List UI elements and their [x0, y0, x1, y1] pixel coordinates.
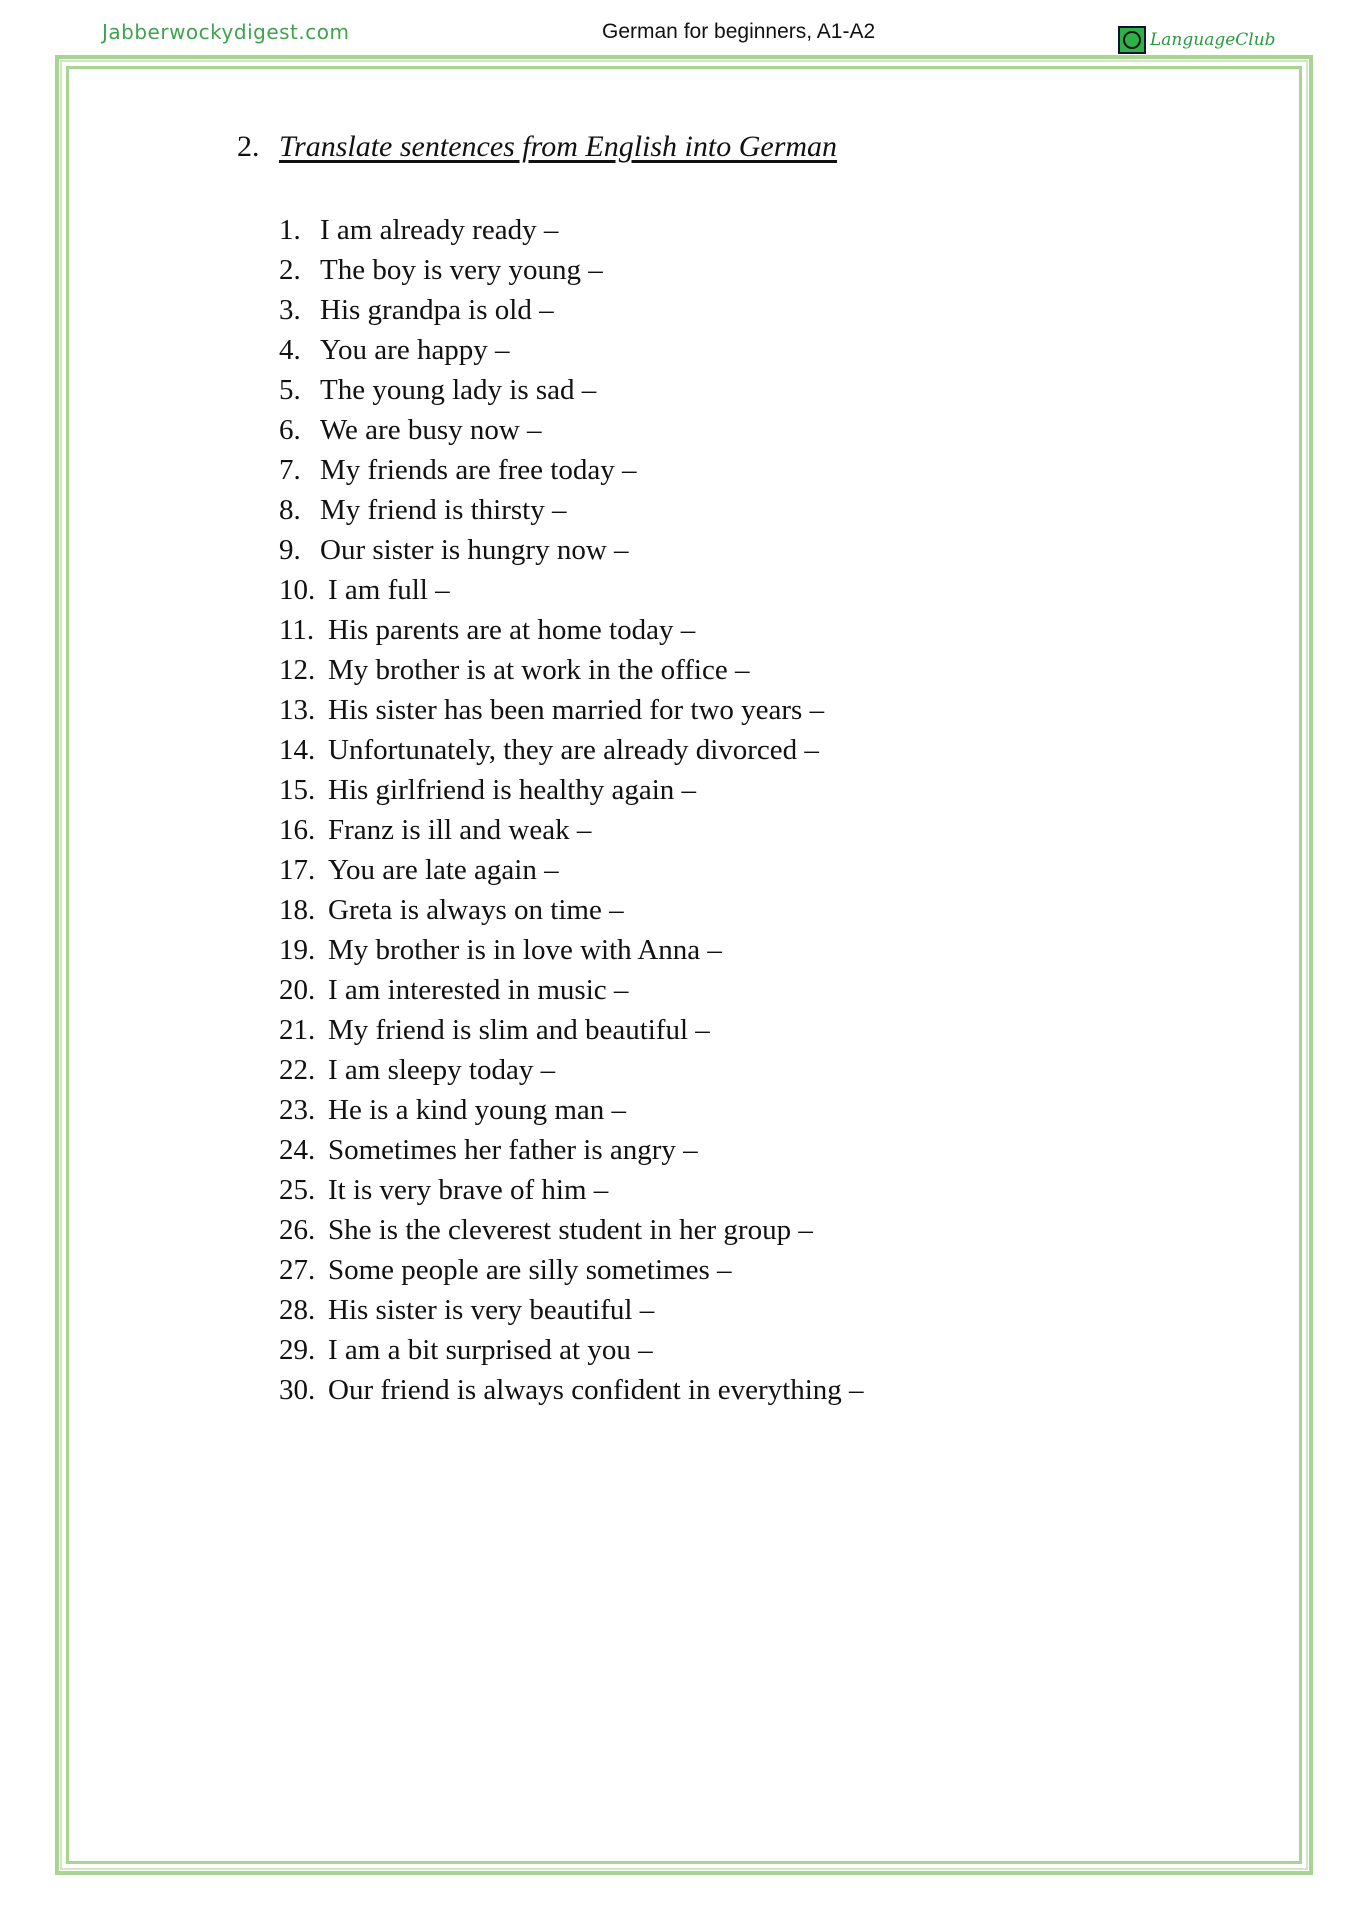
- item-text: My brother is in love with Anna –: [328, 934, 722, 966]
- item-number: 11.: [279, 614, 315, 646]
- item-number: 7.: [279, 454, 301, 486]
- item-text: Our friend is always confident in everything –: [328, 1374, 864, 1406]
- list-item: [279, 250, 864, 290]
- item-number: 27.: [279, 1254, 316, 1286]
- list-item: [279, 1170, 864, 1210]
- list-item: [279, 450, 864, 490]
- list-item: [279, 1210, 864, 1250]
- item-number: 29.: [279, 1334, 316, 1366]
- list-item: [279, 810, 864, 850]
- list-item: [279, 1250, 864, 1290]
- list-item: [279, 570, 864, 610]
- item-text: I am full –: [328, 574, 450, 606]
- item-number: 23.: [279, 1094, 316, 1126]
- item-text: I am a bit surprised at you –: [328, 1334, 653, 1366]
- item-number: 3.: [279, 294, 301, 326]
- item-number: 20.: [279, 974, 316, 1006]
- list-item: [279, 1330, 864, 1370]
- item-number: 14.: [279, 734, 316, 766]
- exercise-number: 2.: [237, 130, 260, 163]
- item-text: She is the cleverest student in her group –: [328, 1214, 813, 1246]
- list-item: [279, 770, 864, 810]
- item-number: 2.: [279, 254, 301, 286]
- item-text: You are late again –: [328, 854, 559, 886]
- item-text: His girlfriend is healthy again –: [328, 774, 697, 806]
- item-text: My friend is slim and beautiful –: [328, 1014, 710, 1046]
- item-number: 26.: [279, 1214, 316, 1246]
- item-number: 1.: [279, 214, 301, 246]
- item-text: Some people are silly sometimes –: [328, 1254, 732, 1286]
- item-text: His sister is very beautiful –: [328, 1294, 655, 1326]
- item-number: 24.: [279, 1134, 316, 1166]
- item-text: The boy is very young –: [320, 254, 603, 286]
- item-number: 9.: [279, 534, 301, 566]
- item-text: His grandpa is old –: [320, 294, 554, 326]
- list-item: [279, 930, 864, 970]
- item-number: 18.: [279, 894, 316, 926]
- exercise-heading: [237, 130, 837, 164]
- item-text: We are busy now –: [320, 414, 542, 446]
- item-number: 16.: [279, 814, 316, 846]
- item-text: I am already ready –: [320, 214, 559, 246]
- item-number: 21.: [279, 1014, 316, 1046]
- list-item: [279, 1010, 864, 1050]
- item-number: 30.: [279, 1374, 316, 1406]
- exercise-title: Translate sentences from English into German: [279, 130, 838, 163]
- item-number: 12.: [279, 654, 316, 686]
- item-text: It is very brave of him –: [328, 1174, 609, 1206]
- item-number: 6.: [279, 414, 301, 446]
- item-text: He is a kind young man –: [328, 1094, 627, 1126]
- list-item: [279, 890, 864, 930]
- list-item: [279, 1290, 864, 1330]
- list-item: [279, 850, 864, 890]
- list-item: [279, 1090, 864, 1130]
- item-number: 17.: [279, 854, 316, 886]
- list-item: [279, 370, 864, 410]
- item-text: The young lady is sad –: [320, 374, 597, 406]
- logo-text: LanguageClub: [1150, 30, 1276, 50]
- item-text: His parents are at home today –: [328, 614, 696, 646]
- language-club-logo: [1118, 26, 1276, 54]
- item-number: 28.: [279, 1294, 316, 1326]
- item-text: My brother is at work in the office –: [328, 654, 750, 686]
- item-number: 8.: [279, 494, 301, 526]
- item-number: 19.: [279, 934, 316, 966]
- item-number: 4.: [279, 334, 301, 366]
- list-item: [279, 650, 864, 690]
- list-item: [279, 330, 864, 370]
- list-item: [279, 1370, 864, 1410]
- item-text: Franz is ill and weak –: [328, 814, 592, 846]
- item-text: You are happy –: [320, 334, 510, 366]
- item-text: His sister has been married for two years –: [328, 694, 825, 726]
- list-item: [279, 290, 864, 330]
- list-item: [279, 410, 864, 450]
- list-item: [279, 1130, 864, 1170]
- list-item: [279, 210, 864, 250]
- item-text: I am interested in music –: [328, 974, 629, 1006]
- item-number: 10.: [279, 574, 316, 606]
- item-text: Greta is always on time –: [328, 894, 624, 926]
- list-item: [279, 730, 864, 770]
- list-item: [279, 530, 864, 570]
- site-name: Jabberwockydigest.com: [102, 20, 350, 44]
- list-item: [279, 970, 864, 1010]
- list-item: [279, 610, 864, 650]
- item-number: 5.: [279, 374, 301, 406]
- item-number: 25.: [279, 1174, 316, 1206]
- item-text: I am sleepy today –: [328, 1054, 556, 1086]
- item-text: Our sister is hungry now –: [320, 534, 629, 566]
- logo-icon: [1118, 26, 1146, 54]
- item-text: My friend is thirsty –: [320, 494, 567, 526]
- course-title: German for beginners, A1-A2: [602, 20, 876, 43]
- item-text: Unfortunately, they are already divorced –: [328, 734, 819, 766]
- list-item: [279, 690, 864, 730]
- item-number: 13.: [279, 694, 316, 726]
- item-text: My friends are free today –: [320, 454, 637, 486]
- item-text: Sometimes her father is angry –: [328, 1134, 698, 1166]
- sentence-list: [279, 210, 864, 1410]
- item-number: 22.: [279, 1054, 316, 1086]
- item-number: 15.: [279, 774, 316, 806]
- list-item: [279, 1050, 864, 1090]
- list-item: [279, 490, 864, 530]
